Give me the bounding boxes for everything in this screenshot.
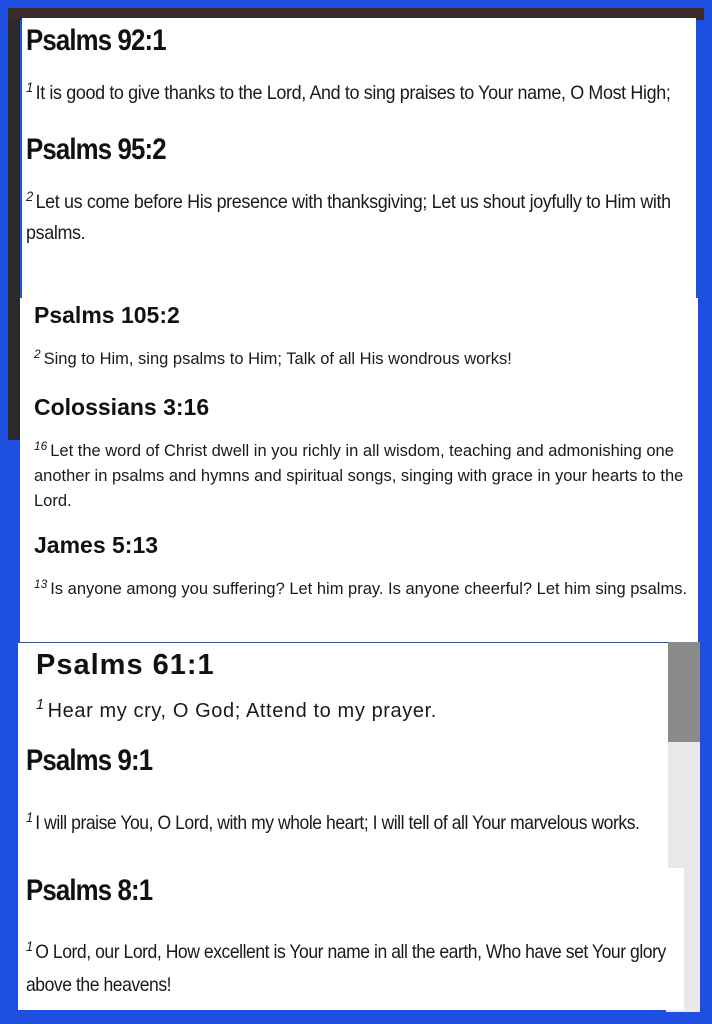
verse-text: It is good to give thanks to the Lord, And to sing praises to Your name, O Most High;: [35, 82, 671, 104]
passage-reference: James 5:13: [34, 532, 159, 558]
background-edge-right: [668, 642, 700, 742]
verse-text: Is anyone among you suffering? Let him pray. Is anyone cheerful? Let him sing psalms.: [50, 580, 688, 598]
passage-group-psalms-92-95: [22, 18, 696, 298]
passage-psalms-95-2: [26, 133, 696, 249]
verse-text: O Lord, our Lord, How excellent is Your name in all the earth, Who have set Your glory above the heavens!: [26, 941, 666, 996]
passage-reference: Psalms 95:2: [26, 133, 166, 166]
passage-reference: Psalms 8:1: [26, 874, 153, 907]
passage-reference: Psalms 105:2: [34, 302, 180, 328]
verse-text: Hear my cry, O God; Attend to my prayer.: [47, 700, 437, 722]
verse-number: 13: [34, 576, 48, 591]
verse-number: 16: [34, 438, 48, 453]
passage-psalms-105-2: [34, 302, 698, 372]
passage-reference: Colossians 3:16: [34, 394, 210, 420]
passage-reference: Psalms 9:1: [26, 744, 153, 777]
verse-number: 1: [26, 937, 33, 954]
passage-psalms-9-1: [18, 742, 668, 870]
passage-psalms-8-1: [18, 868, 684, 1010]
verse-number: 2: [34, 346, 41, 361]
passage-reference: Psalms 61:1: [36, 649, 215, 681]
verse-number: 1: [36, 697, 45, 714]
passage-verse: [26, 187, 692, 249]
verse-text: Sing to Him, sing psalms to Him; Talk of all His wondrous works!: [43, 350, 512, 368]
passage-verse: [34, 577, 698, 602]
passage-psalms-92-1: [26, 24, 696, 109]
verse-number: 1: [26, 808, 33, 825]
passage-verse: [26, 78, 692, 109]
passage-reference: Psalms 92:1: [26, 24, 166, 57]
verse-text: Let the word of Christ dwell in you richly in all wisdom, teaching and admonishing one another in psalms and hymns and spiritual songs, singing with grace in your hearts to the Lord.: [34, 442, 684, 510]
passage-verse: [34, 439, 698, 514]
verse-text: Let us come before His presence with thanksgiving; Let us shout joyfully to Him with psalms.: [26, 191, 671, 244]
passage-verse: [26, 936, 684, 1002]
verse-number: 1: [26, 78, 33, 95]
passage-colossians-3-16: [34, 394, 698, 514]
passage-james-5-13: [34, 532, 698, 602]
background-edge-left: [8, 20, 20, 440]
verse-number: 2: [26, 187, 33, 204]
verse-text: I will praise You, O Lord, with my whole heart; I will tell of all Your marvelous works.: [35, 812, 640, 834]
passage-verse: [36, 697, 668, 723]
passage-verse: [34, 347, 698, 372]
passage-psalms-61-1: [18, 643, 668, 743]
passage-group-105-colossians-james: [20, 298, 698, 642]
passage-verse: [26, 808, 668, 839]
